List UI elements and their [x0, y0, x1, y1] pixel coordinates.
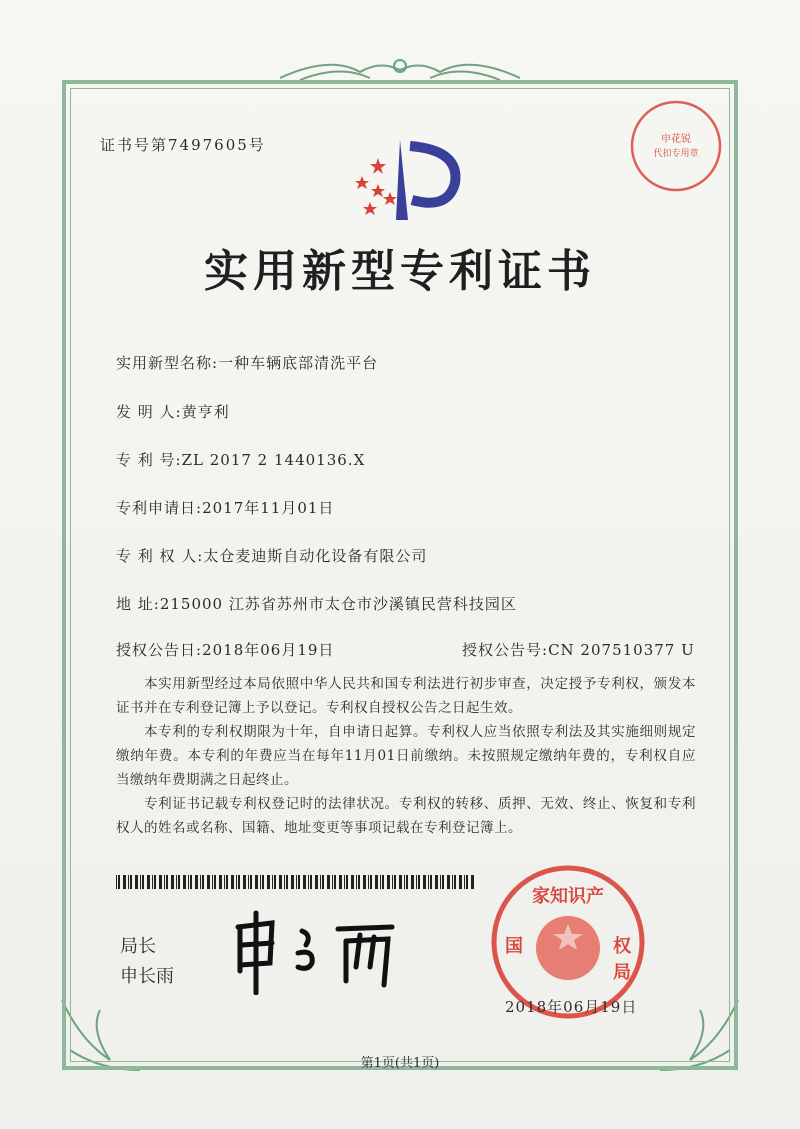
barcode-bar [166, 875, 168, 889]
barcode-bar [128, 875, 129, 889]
barcode-bar [392, 875, 393, 889]
barcode-bar [219, 875, 222, 889]
barcode-bar [375, 875, 378, 889]
director-name: 申长雨 [120, 966, 174, 987]
barcode-bar [226, 875, 228, 889]
paragraph-2: 本专利的专利权期限为十年，自申请日起算。专利权人应当依照专利法及其实施细则规定缴纳年费。本专利的年费应当在每年11月01日前缴纳。未按照规定缴纳年费的，专利权自应当缴纳年费期满之日起终止。 [116, 724, 696, 788]
field-grant-date-value: 2018年06月19日 [202, 641, 335, 659]
barcode-bar [267, 875, 270, 889]
barcode-bar [382, 875, 384, 889]
barcode-bar [286, 875, 288, 889]
barcode-bar [154, 875, 156, 889]
paragraph-3: 专利证书记载专利权登记时的法律状况。专利权的转移、质押、无效、终止、恢复和专利权人的姓名或名称、国籍、地址变更等事项记载在专利登记簿上。 [116, 796, 696, 836]
barcode-bar [118, 875, 120, 889]
agent-stamp [626, 96, 726, 196]
barcode-bar [291, 875, 294, 889]
svg-text:代扣专用章: 代扣专用章 [653, 149, 699, 159]
barcode-bar [399, 875, 402, 889]
barcode-bar [418, 875, 420, 889]
barcode-bar [188, 875, 189, 889]
barcode-bar [296, 875, 297, 889]
barcode-bar [159, 875, 162, 889]
barcode-bar [332, 875, 333, 889]
barcode-bar [212, 875, 213, 889]
barcode-bar [368, 875, 369, 889]
barcode-bar [344, 875, 345, 889]
field-patent-no-value: ZL 2017 2 1440136.X [181, 451, 366, 469]
barcode-bar [416, 875, 417, 889]
barcode-bar [327, 875, 330, 889]
barcode-bar [207, 875, 210, 889]
barcode-bar [135, 875, 138, 889]
barcode-bar [152, 875, 153, 889]
barcode-bar [116, 875, 117, 889]
field-inventor [116, 401, 230, 422]
field-inventor-label: 发 明 人: [116, 403, 182, 421]
barcode-bar [200, 875, 201, 889]
field-filing-date-label: 专利申请日: [116, 499, 203, 517]
barcode-bar [464, 875, 465, 889]
barcode-bar [387, 875, 390, 889]
barcode-bar [274, 875, 276, 889]
page-number: 第1页(共1页) [360, 1056, 440, 1071]
barcode-bar [238, 875, 240, 889]
barcode-bar [351, 875, 354, 889]
field-patent-no [116, 449, 365, 470]
barcode-bar [279, 875, 282, 889]
field-inventor-value: 黄亨利 [181, 403, 230, 421]
barcode-bar [224, 875, 225, 889]
field-filing-date [116, 497, 334, 518]
barcode-bar [370, 875, 372, 889]
barcode-bar [380, 875, 381, 889]
field-grant-date-label: 授权公告日: [116, 641, 203, 659]
barcode-bar [231, 875, 234, 889]
barcode-bar [214, 875, 216, 889]
svg-text:权: 权 [613, 936, 631, 957]
barcode-bar [147, 875, 150, 889]
barcode-bar [452, 875, 453, 889]
barcode-bar [298, 875, 300, 889]
field-address [116, 593, 517, 614]
barcode-bar [447, 875, 450, 889]
barcode-bar [442, 875, 444, 889]
field-name [116, 352, 378, 373]
barcode-bar [248, 875, 249, 889]
barcode-bar [303, 875, 306, 889]
barcode-bar [250, 875, 252, 889]
barcode-bar [243, 875, 246, 889]
field-name-label: 实用新型名称: [116, 354, 219, 372]
field-patentee-label: 专 利 权 人: [116, 547, 204, 565]
director-signature [228, 905, 418, 995]
field-grant-no-label: 授权公告号: [462, 641, 549, 659]
barcode-bar [346, 875, 348, 889]
field-patentee-value: 太仓麦迪斯自动化设备有限公司 [203, 547, 428, 565]
barcode-bar [322, 875, 324, 889]
barcode-bar [404, 875, 405, 889]
field-grant-no-value: CN 207510377 U [548, 641, 695, 659]
barcode-bar [356, 875, 357, 889]
barcode-bar [334, 875, 336, 889]
barcode-bar [202, 875, 204, 889]
barcode-bar [394, 875, 396, 889]
barcode-bar [140, 875, 141, 889]
svg-text:国: 国 [505, 936, 523, 957]
barcode-bar [255, 875, 258, 889]
barcode-bar [260, 875, 261, 889]
field-address-value: 215000 江苏省苏州市太仓市沙溪镇民营科技园区 [159, 595, 517, 613]
barcode-bar [176, 875, 177, 889]
barcode-bar [428, 875, 429, 889]
field-name-value: 一种车辆底部清洗平台 [218, 354, 379, 372]
certificate-title: 实用新型专利证书 [204, 246, 596, 297]
barcode-bar [430, 875, 432, 889]
barcode-bar [435, 875, 438, 889]
barcode-bar [183, 875, 186, 889]
patent-office-logo [340, 128, 470, 228]
barcode [116, 875, 476, 889]
seal-date: 2018年06月19日 [505, 998, 638, 1016]
svg-text:局: 局 [613, 962, 631, 983]
barcode-bar [190, 875, 192, 889]
barcode-bar [339, 875, 342, 889]
field-address-label: 地 址: [116, 595, 160, 613]
svg-text:申花锐: 申花锐 [661, 134, 691, 145]
barcode-bar [406, 875, 408, 889]
barcode-bar [262, 875, 264, 889]
barcode-bar [363, 875, 366, 889]
barcode-bar [272, 875, 273, 889]
barcode-bar [471, 875, 474, 889]
barcode-bar [411, 875, 414, 889]
barcode-bar [423, 875, 426, 889]
barcode-bar [164, 875, 165, 889]
field-grant-date [116, 639, 334, 660]
field-patentee [116, 545, 427, 566]
barcode-bar [195, 875, 198, 889]
barcode-bar [454, 875, 456, 889]
barcode-bar [171, 875, 174, 889]
barcode-bar [284, 875, 285, 889]
barcode-bar [236, 875, 237, 889]
barcode-bar [315, 875, 318, 889]
svg-text:家知识产: 家知识产 [532, 886, 604, 907]
barcode-bar [178, 875, 180, 889]
barcode-bar [130, 875, 132, 889]
barcode-bar [466, 875, 468, 889]
barcode-bar [142, 875, 144, 889]
barcode-bar [308, 875, 309, 889]
paragraph-1: 本实用新型经过本局依照中华人民共和国专利法进行初步审查，决定授予专利权，颁发本证书并在专利登记簿上予以登记。专利权自授权公告之日起生效。 [116, 676, 696, 716]
barcode-bar [358, 875, 360, 889]
field-filing-date-value: 2017年11月01日 [202, 499, 335, 517]
barcode-bar [310, 875, 312, 889]
certificate-number: 证书号第7497605号 [100, 136, 266, 154]
barcode-bar [320, 875, 321, 889]
field-grant-no [462, 639, 695, 660]
director-title: 局长 [120, 936, 156, 957]
barcode-bar [459, 875, 462, 889]
field-patent-no-label: 专 利 号: [116, 451, 182, 469]
barcode-bar [440, 875, 441, 889]
barcode-bar [123, 875, 126, 889]
